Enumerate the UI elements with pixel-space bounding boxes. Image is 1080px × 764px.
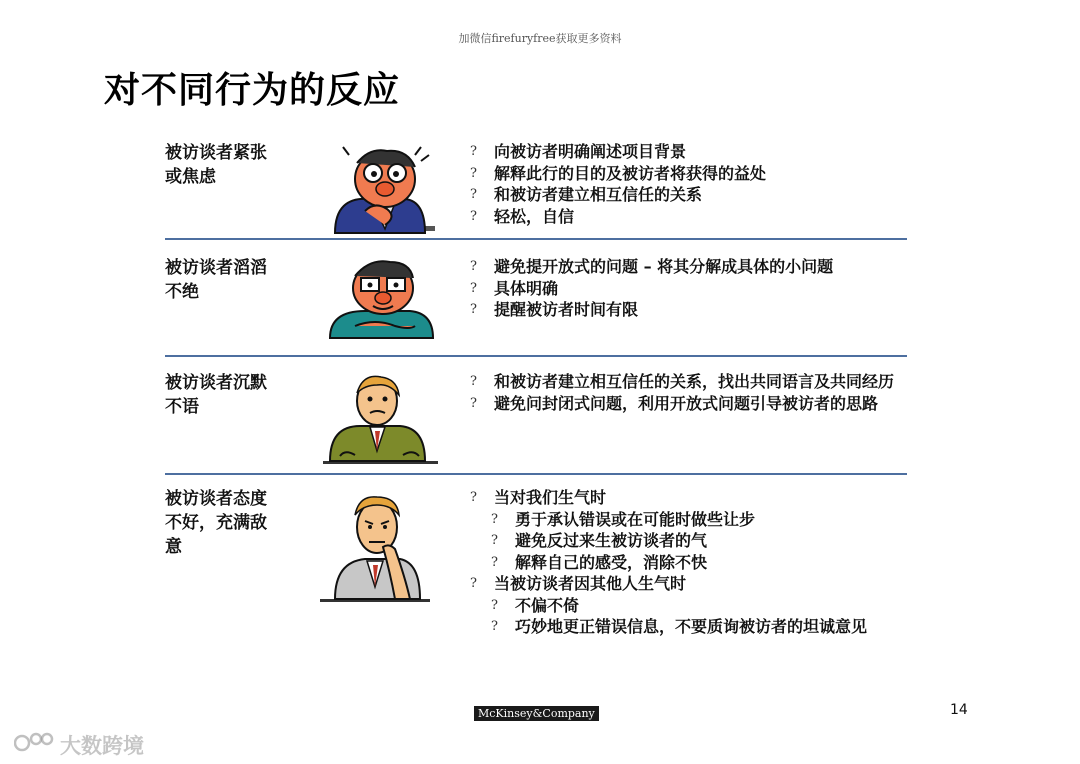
section-silent: [165, 371, 907, 471]
section-talkative: [165, 256, 907, 351]
talkative-man-icon: [315, 256, 445, 366]
bullet-icon: ?: [470, 576, 477, 591]
list-item: ? 当被访谈者因其他人生气时: [470, 574, 687, 593]
section-hostile: [165, 487, 907, 662]
list-item: ? 和被访者建立相互信任的关系: [470, 185, 703, 204]
list-item: ? 向被访者明确阐述项目背景: [470, 142, 687, 161]
list-item: ? 避免反过来生被访谈者的气: [491, 531, 708, 550]
list-item: ? 勇于承认错误或在可能时做些让步: [491, 509, 756, 529]
bullet-icon: ?: [491, 597, 498, 613]
bullet-icon: ?: [470, 490, 477, 505]
top-watermark: 加微信firefuryfree获取更多资料: [458, 32, 622, 45]
bullet-icon: ?: [491, 511, 498, 527]
nervous-man-icon: [315, 141, 445, 251]
list-item: ? 轻松，自信: [470, 206, 575, 226]
bullet-icon: ?: [470, 144, 477, 159]
section-divider: [165, 355, 907, 357]
bullet-icon: ?: [470, 165, 477, 181]
bullet-icon: ?: [470, 280, 477, 296]
brand-watermark: [14, 730, 144, 760]
section-label: 被访谈者态度 不好，充满敌 意: [165, 489, 267, 557]
bullet-icon: ?: [491, 619, 498, 634]
section-nervous: [165, 141, 907, 236]
bullet-icon: ?: [470, 187, 477, 202]
list-item: ? 巧妙地更正错误信息，不要质询被访者的坦诚意见: [491, 617, 868, 636]
list-item: ? 解释此行的目的及被访者将获得的益处: [470, 163, 767, 183]
reaction-list: [470, 141, 910, 227]
bullet-icon: ?: [470, 259, 477, 274]
list-item: ? 当对我们生气时: [470, 488, 607, 507]
reaction-list: [470, 256, 910, 321]
mckinsey-logo: McKinsey&Company: [474, 706, 599, 721]
list-item: ? 具体明确: [470, 278, 559, 298]
bullet-icon: ?: [470, 374, 477, 389]
section-label: 被访谈者紧张 或焦虑: [165, 143, 267, 187]
brand-logo-icon: [14, 732, 54, 759]
page-title: 对不同行为的反应: [104, 70, 401, 111]
bullet-icon: ?: [470, 302, 477, 317]
list-item: ? 和被访者建立相互信任的关系，找出共同语言及共同经历: [470, 372, 895, 391]
list-item: ? 提醒被访者时间有限: [470, 300, 639, 319]
bullet-icon: ?: [470, 395, 477, 411]
bullet-icon: ?: [491, 533, 498, 548]
reaction-list: [470, 487, 910, 638]
bullet-icon: ?: [470, 208, 477, 224]
page-number: 14: [950, 702, 968, 718]
section-label: 被访谈者沉默 不语: [165, 373, 267, 417]
section-divider: [165, 238, 907, 240]
reaction-list: [470, 371, 910, 414]
section-label: 被访谈者滔滔 不绝: [165, 258, 267, 302]
list-item: ? 避免提开放式的问题 – 将其分解成具体的小问题: [470, 257, 834, 276]
brand-watermark-text: 大数跨境: [60, 734, 144, 758]
list-item: ? 不偏不倚: [491, 595, 580, 615]
hostile-man-icon: [315, 487, 445, 612]
section-divider: [165, 473, 907, 475]
list-item: ? 解释自己的感受，消除不快: [491, 552, 708, 572]
bullet-icon: ?: [491, 554, 498, 570]
silent-man-icon: [315, 371, 445, 481]
list-item: ? 避免问封闭式问题，利用开放式问题引导被访者的思路: [470, 393, 879, 413]
